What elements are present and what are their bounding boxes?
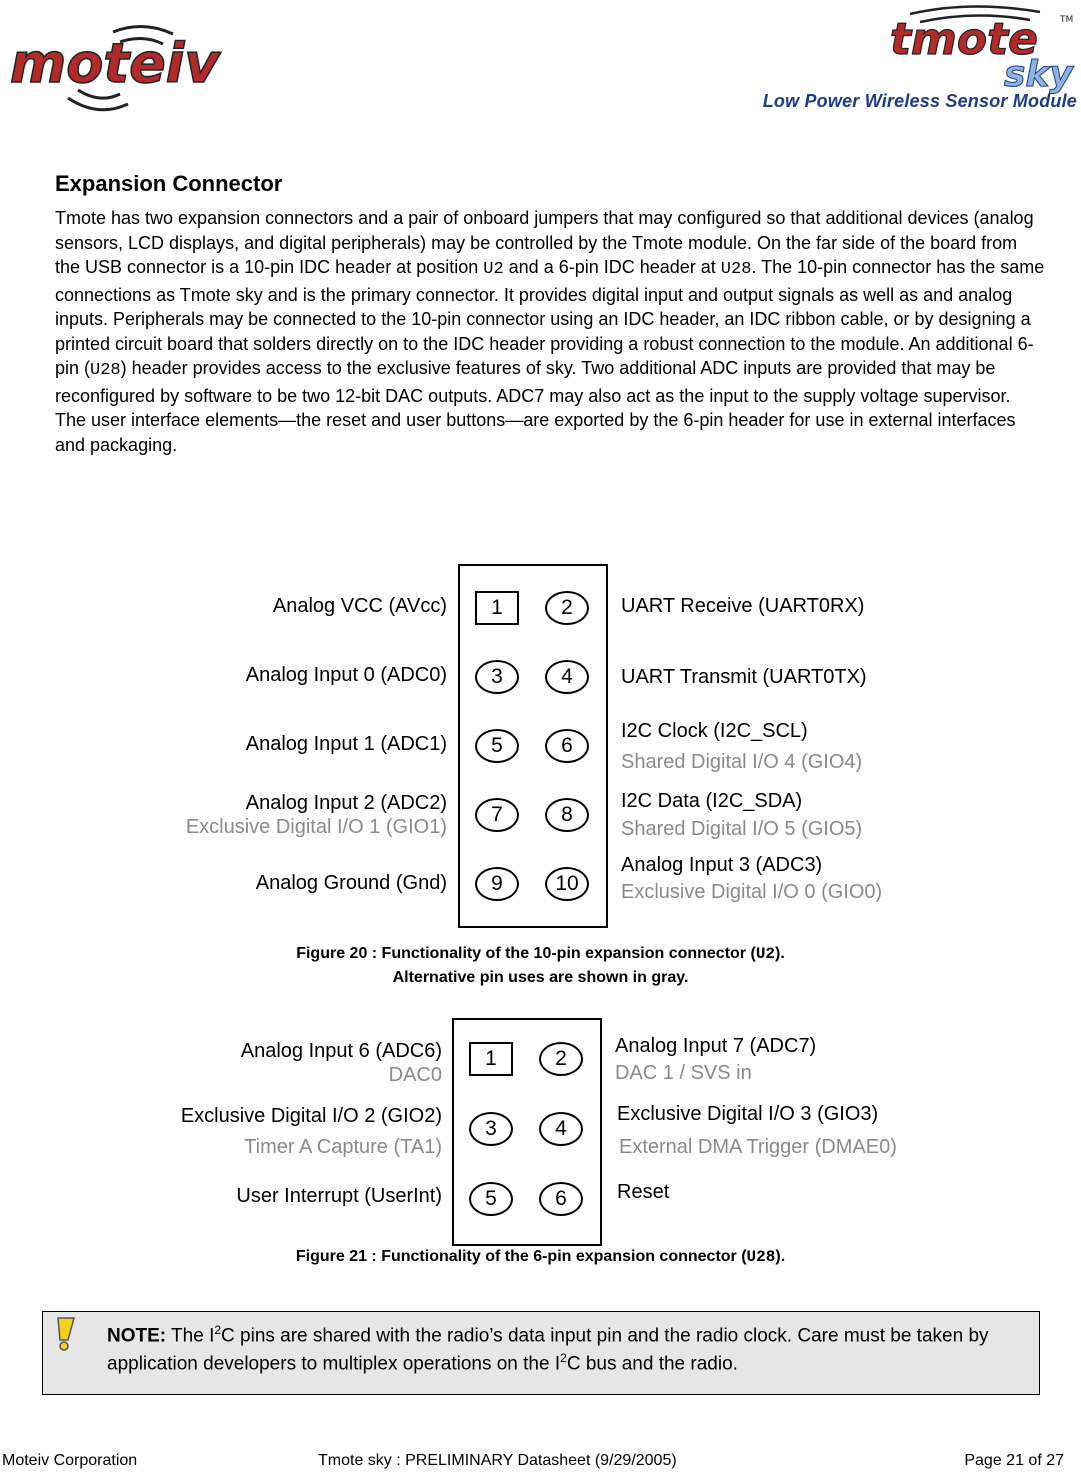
pin7-label: Analog Input 2 (ADC2) (245, 792, 447, 814)
pin8-alt-label: Shared Digital I/O 5 (GIO5) (621, 818, 863, 840)
u28-pin3-label: Exclusive Digital I/O 2 (GIO2) (180, 1105, 442, 1127)
pin-5: 5 (475, 729, 519, 763)
moteiv-logo (8, 20, 308, 120)
pin-1: 1 (469, 1042, 513, 1076)
u28-pin1-label: Analog Input 6 (ADC6) (240, 1040, 442, 1062)
tmote-sky-logo (880, 0, 1080, 95)
u28-pin3-alt-label: Timer A Capture (TA1) (244, 1136, 442, 1158)
pin8-label: I2C Data (I2C_SDA) (621, 790, 803, 812)
pin2-label: UART Receive (UART0RX) (621, 595, 865, 617)
pin-5: 5 (469, 1182, 513, 1216)
figure-20-caption: Figure 20 : Functionality of the 10-pin expansion connector (U2). Alternative pin uses are shown in gray. (296, 945, 785, 986)
pin-7: 7 (475, 798, 519, 832)
pin5-label: Analog Input 1 (ADC1) (245, 733, 447, 755)
pin7-alt-label: Exclusive Digital I/O 1 (GIO1) (185, 816, 447, 838)
footer-center: Tmote sky : PRELIMINARY Datasheet (9/29/2005) (318, 1452, 677, 1469)
header-subtitle: Low Power Wireless Sensor Module (762, 91, 1077, 111)
svg-text:TM: TM (1060, 15, 1074, 25)
pin-3: 3 (475, 660, 519, 694)
connector-10pin (458, 564, 608, 928)
pin-1: 1 (475, 591, 519, 625)
pin-9: 9 (475, 867, 519, 901)
pin10-label: Analog Input 3 (ADC3) (621, 854, 823, 876)
u28-pin5-label: User Interrupt (UserInt) (236, 1185, 442, 1207)
pin10-alt-label: Exclusive Digital I/O 0 (GIO0) (621, 881, 883, 903)
pin-8: 8 (545, 798, 589, 832)
section-title: Expansion Connector (55, 171, 283, 196)
footer-left: Moteiv Corporation (2, 1452, 138, 1469)
pin-2: 2 (539, 1042, 583, 1076)
svg-text:sky: sky (1004, 54, 1073, 95)
pin4-label: UART Transmit (UART0TX) (621, 666, 867, 688)
pin6-label: I2C Clock (I2C_SCL) (621, 720, 808, 742)
pin-6: 6 (539, 1182, 583, 1216)
figure-21-caption: Figure 21 : Functionality of the 6-pin expansion connector (U28). (295, 1248, 786, 1266)
pin6-alt-label: Shared Digital I/O 4 (GIO4) (621, 751, 863, 773)
u28-pin1-alt-label: DAC0 (388, 1064, 442, 1086)
pin3-label: Analog Input 0 (ADC0) (245, 664, 447, 686)
pin9-label: Analog Ground (Gnd) (255, 872, 447, 894)
pin-6: 6 (545, 729, 589, 763)
pin-2: 2 (545, 591, 589, 625)
pin-4: 4 (545, 660, 589, 694)
svg-text:moteiv: moteiv (10, 32, 220, 95)
pin-3: 3 (469, 1112, 513, 1146)
pin1-label: Analog VCC (AVcc) (272, 595, 447, 617)
svg-text:tmote: tmote (890, 14, 1038, 65)
connector-6pin (452, 1018, 602, 1246)
pin-10: 10 (545, 867, 589, 901)
footer-page-number: Page 21 of 27 (964, 1452, 1064, 1469)
u28-pin6-label: Reset (617, 1181, 670, 1203)
u28-pin2-alt-label: DAC 1 / SVS in (615, 1062, 752, 1084)
pin-4: 4 (539, 1112, 583, 1146)
u28-pin4-alt-label: External DMA Trigger (DMAE0) (619, 1136, 897, 1158)
note-text: NOTE: The $I^2C$ pins are shared with the radio’s data input pin and the radio clock. Care must be taken by application developers to multiplex operations on the $I^2C$ bus and the radio. (107, 1323, 989, 1375)
u28-pin4-label: Exclusive Digital I/O 3 (GIO3) (617, 1103, 879, 1125)
u28-pin2-label: Analog Input 7 (ADC7) (615, 1035, 817, 1057)
warning-icon (52, 1316, 78, 1352)
section-body: Tmote has two expansion connectors and a pair of onboard jumpers that may configured so that additional devices (analog sensors, LCD displays, and digital peripherals) may be controlled by the Tmote module. On the far side of the board from the USB connector is a 10-pin IDC header at position U2 and a 6-pin IDC header at U28. The 10-pin connector has the same connections as Tmote sky and is the primary connector. It provides digital input and output signals as well as and analog inputs. Peripherals may be connected to the 10-pin connector using an IDC header, an IDC ribbon cable, or by designing a printed circuit board that solders directly on to the IDC header providing a robust connection to the module. An additional 6-pin (U28) header provides access to the exclusive features of sky. Two additional ADC inputs are provided that may be reconfigured by software to be two 12-bit DAC outputs. ADC7 may also act as the input to the supply voltage supervisor. The user interface elements—the reset and user buttons—are exported by the 6-pin header for use in external interfaces and packaging. (55, 208, 1045, 455)
